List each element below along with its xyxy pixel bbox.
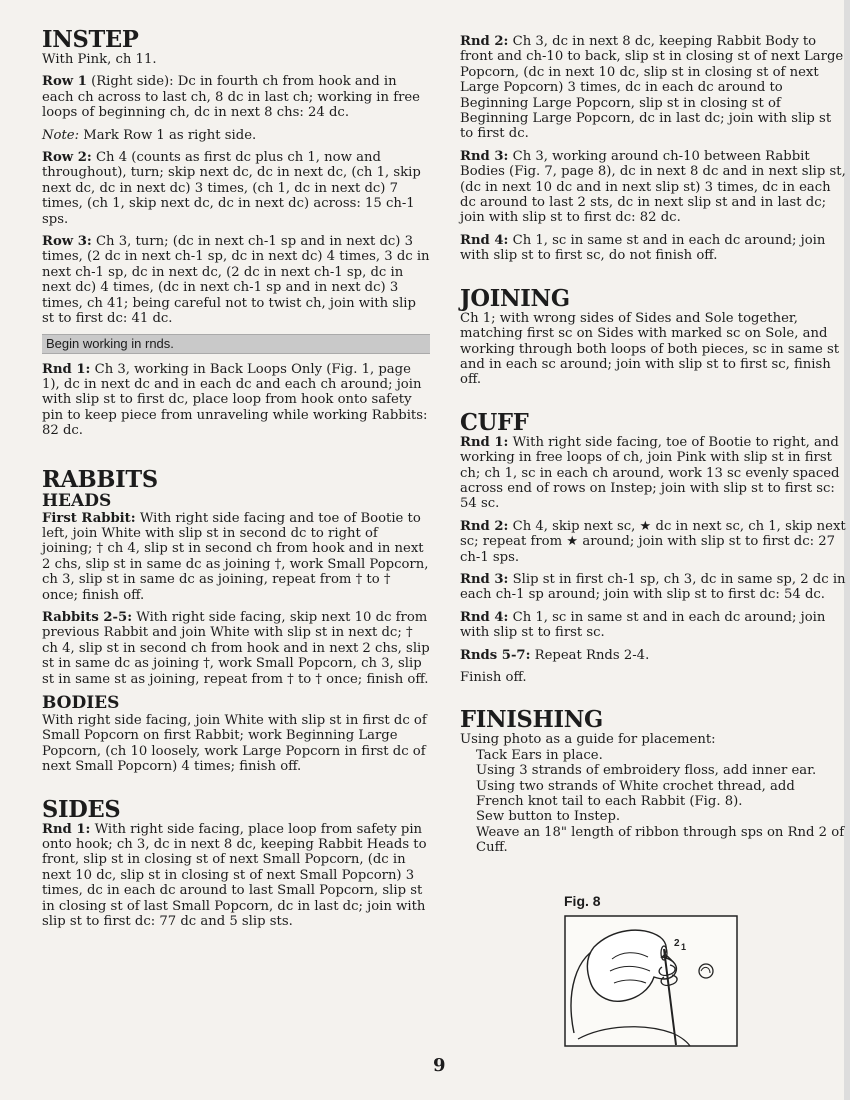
row-label: Rnd 3: [460,571,509,587]
row-label: Rabbits 2-5: [42,609,133,625]
instep-note [42,128,430,143]
joining-text: Ch 1; with wrong sides of Sides and Sole together, matching first sc on Sides with marked sc on Sole, and working through both loops of both pieces, sc in same st and in each sc around; join with slip st to first sc, finish off. [460,310,840,388]
instep-row2 [42,150,430,227]
row-text: With right side facing, place loop from safety pin onto hook; ch 3, dc in next 8 dc, keeping Rabbit Heads to front, slip st in closing st of next Small Popcorn, (dc in next 10 dc, slip st in closing st of next Small Popcorn) 3 times, dc in each dc around to last Small Popcorn, slip st in closing st of last Small Popcorn, dc in last dc; join with slip st to first dc: 77 dc and 5 slip sts. [42,821,427,930]
page-number: 9 [433,1055,446,1076]
sides-rnd3 [460,149,846,226]
sides-heading: SIDES [42,795,121,823]
row-label: Rnd 1: [42,821,91,837]
finishing-step: Sew button to Instep. [476,809,621,825]
row-text: (Right side): Dc in fourth ch from hook and in each ch across to last ch, 8 dc in last ch; working in free loops of beginning ch, dc in next 8 chs: 24 dc. [42,74,420,121]
row-text: With right side facing, toe of Bootie to right, and working in free loops of ch, join Pink with slip st in first ch; ch 1, sc in each ch around, work 13 sc evenly spaced across end of rows on Instep; join with slip st to first sc: 54 sc. [460,434,840,512]
row-label: First Rabbit: [42,510,136,526]
row-text: With right side facing, skip next 10 dc from previous Rabbit and join White with slip st in next dc; † ch 4, slip st in second ch from hook and in next 2 chs, slip st in same dc as joining †, work Small Popcorn, ch 3, slip st in same st as joining, repeat from † to † once; finish off. [42,609,430,687]
instep-heading: INSTEP [42,26,139,53]
instep-row3 [42,234,430,326]
instep-row1 [42,74,430,120]
row-label: Row 3: [42,234,92,250]
french-knot-illustration [564,915,738,1047]
finishing-intro: Using photo as a guide for placement: [460,732,716,748]
bodies-subheading: BODIES [42,693,120,713]
cuff-rnd4 [460,610,846,641]
cuff-finish: Finish off. [460,670,527,685]
cuff-rnd1 [460,435,846,512]
row-label: Rnd 4: [460,609,509,625]
figure-mark-1: 1 [681,942,687,952]
row-text: Ch 3, working around ch-10 between Rabbit Bodies (Fig. 7, page 8), dc in next 8 dc and in next slip st, (dc in next 10 dc and in next slip st) 3 times, dc in each dc around to last 2 sts, dc in next slip st and in last dc; join with slip st to first dc: 82 dc. [460,148,846,226]
row-label: Row 1 [42,74,87,90]
row-text: Ch 1, sc in same st and in each dc around; join with slip st to first sc. [460,609,826,641]
joining-heading: JOINING [460,284,570,312]
cuff-rnd2 [460,519,846,565]
row-label: Rnd 2: [460,34,509,49]
row-text: With right side facing and toe of Bootie to left, join White with slip st in second dc to right of joining; † ch 4, slip st in second ch from hook and in next 2 chs, slip st in same dc as joining †, work Small Popcorn, ch 3, slip st in same dc as joining, repeat from † to † once; finish off. [42,510,429,603]
row-label: Rnd 3: [460,148,509,164]
figure-mark-2: 2 [674,938,680,949]
row-text: Ch 3, dc in next 8 dc, keeping Rabbit Body to front and ch-10 to back, slip st in closing st of next Large Popcorn, (dc in next 10 dc, slip st in closing st of next Large Popcorn) 3 times, dc in each dc around to Beginning Large Popcorn, slip st in closing st of Beginning Large Popcorn, dc in last dc; join with slip st to first dc. [460,34,844,142]
sides-rnd4 [460,233,846,264]
left-column [42,28,430,936]
rabbits-heading: RABBITS [42,465,158,493]
row-text: Slip st in first ch-1 sp, ch 3, dc in same sp, 2 dc in each ch-1 sp around; join with slip st to first dc: 54 dc. [460,571,846,603]
rounds-banner: Begin working in rnds. [42,334,430,354]
row-text: Ch 3, turn; (dc in next ch-1 sp and in next dc) 3 times, (2 dc in next ch-1 sp, dc in next dc) 4 times, 3 dc in next ch-1 sp, dc in next dc, (2 dc in next ch-1 sp, dc in next dc) 4 times, (dc in next ch-1 sp and in next dc) 3 times, ch 41; being careful not to twist ch, join with slip st to first dc: 41 dc. [42,234,430,327]
instep-rnd1 [42,362,430,439]
row-label: Rnds 5-7: [460,647,531,663]
finishing-step: Weave an 18" length of ribbon through sps on Rnd 2 of Cuff. [476,824,845,856]
instep-intro: With Pink, ch 11. [42,52,157,67]
sides-rnd1 [42,822,430,930]
first-rabbit [42,511,430,603]
note-label: Note: [42,127,80,143]
finishing-step: Using 3 strands of embroidery floss, add inner ear. [476,763,817,779]
row-label: Rnd 1: [42,361,91,377]
bodies-text: With right side facing, join White with slip st in first dc of Small Popcorn on first Rabbit; work Beginning Large Popcorn, (ch 10 loosely, work Large Popcorn in first dc of next Small Popcorn) 4 times; finish off. [42,713,427,775]
row-text: Ch 3, working in Back Loops Only (Fig. 1, page 1), dc in next dc and in each dc and each ch around; join with slip st to first dc, place loop from hook onto safety pin to keep piece from unraveling while working Rabbits: 82 dc. [42,361,428,439]
row-label: Rnd 1: [460,434,509,450]
finishing-step: Tack Ears in place. [476,747,603,763]
note-text: Mark Row 1 as right side. [79,127,257,143]
row-text: Ch 1, sc in same st and in each dc around; join with slip st to first sc, do not finish off. [460,232,826,264]
row-text: Ch 4 (counts as first dc plus ch 1, now and throughout), turn; skip next dc, dc in next dc, (ch 1, skip next dc, dc in next dc) 3 times, (ch 1, dc in next dc) 7 times, (ch 1, skip next dc, dc in next dc) across: 15 ch-1 sps. [42,150,421,227]
row-label: Rnd 2: [460,518,509,534]
sides-rnd2 [460,34,846,142]
row-text: Repeat Rnds 2-4. [530,647,650,663]
cuff-heading: CUFF [460,408,529,436]
finishing-step: Using two strands of White crochet thread, add French knot tail to each Rabbit (Fig. 8). [476,778,795,810]
heads-subheading: HEADS [42,490,112,511]
cuff-rnd5-7 [460,648,846,663]
cuff-rnd3 [460,572,846,603]
figure-label: Fig. 8 [564,893,601,909]
finishing-steps [460,748,846,856]
finishing-heading: FINISHING [460,706,604,734]
right-column [460,34,846,856]
row-label: Row 2: [42,150,92,166]
row-text: Ch 4, skip next sc, ★ dc in next sc, ch 1, skip next sc; repeat from ★ around; join with slip st to first dc: 27 ch-1 sps. [460,518,846,565]
rabbits-2-5 [42,610,430,687]
row-label: Rnd 4: [460,232,509,248]
